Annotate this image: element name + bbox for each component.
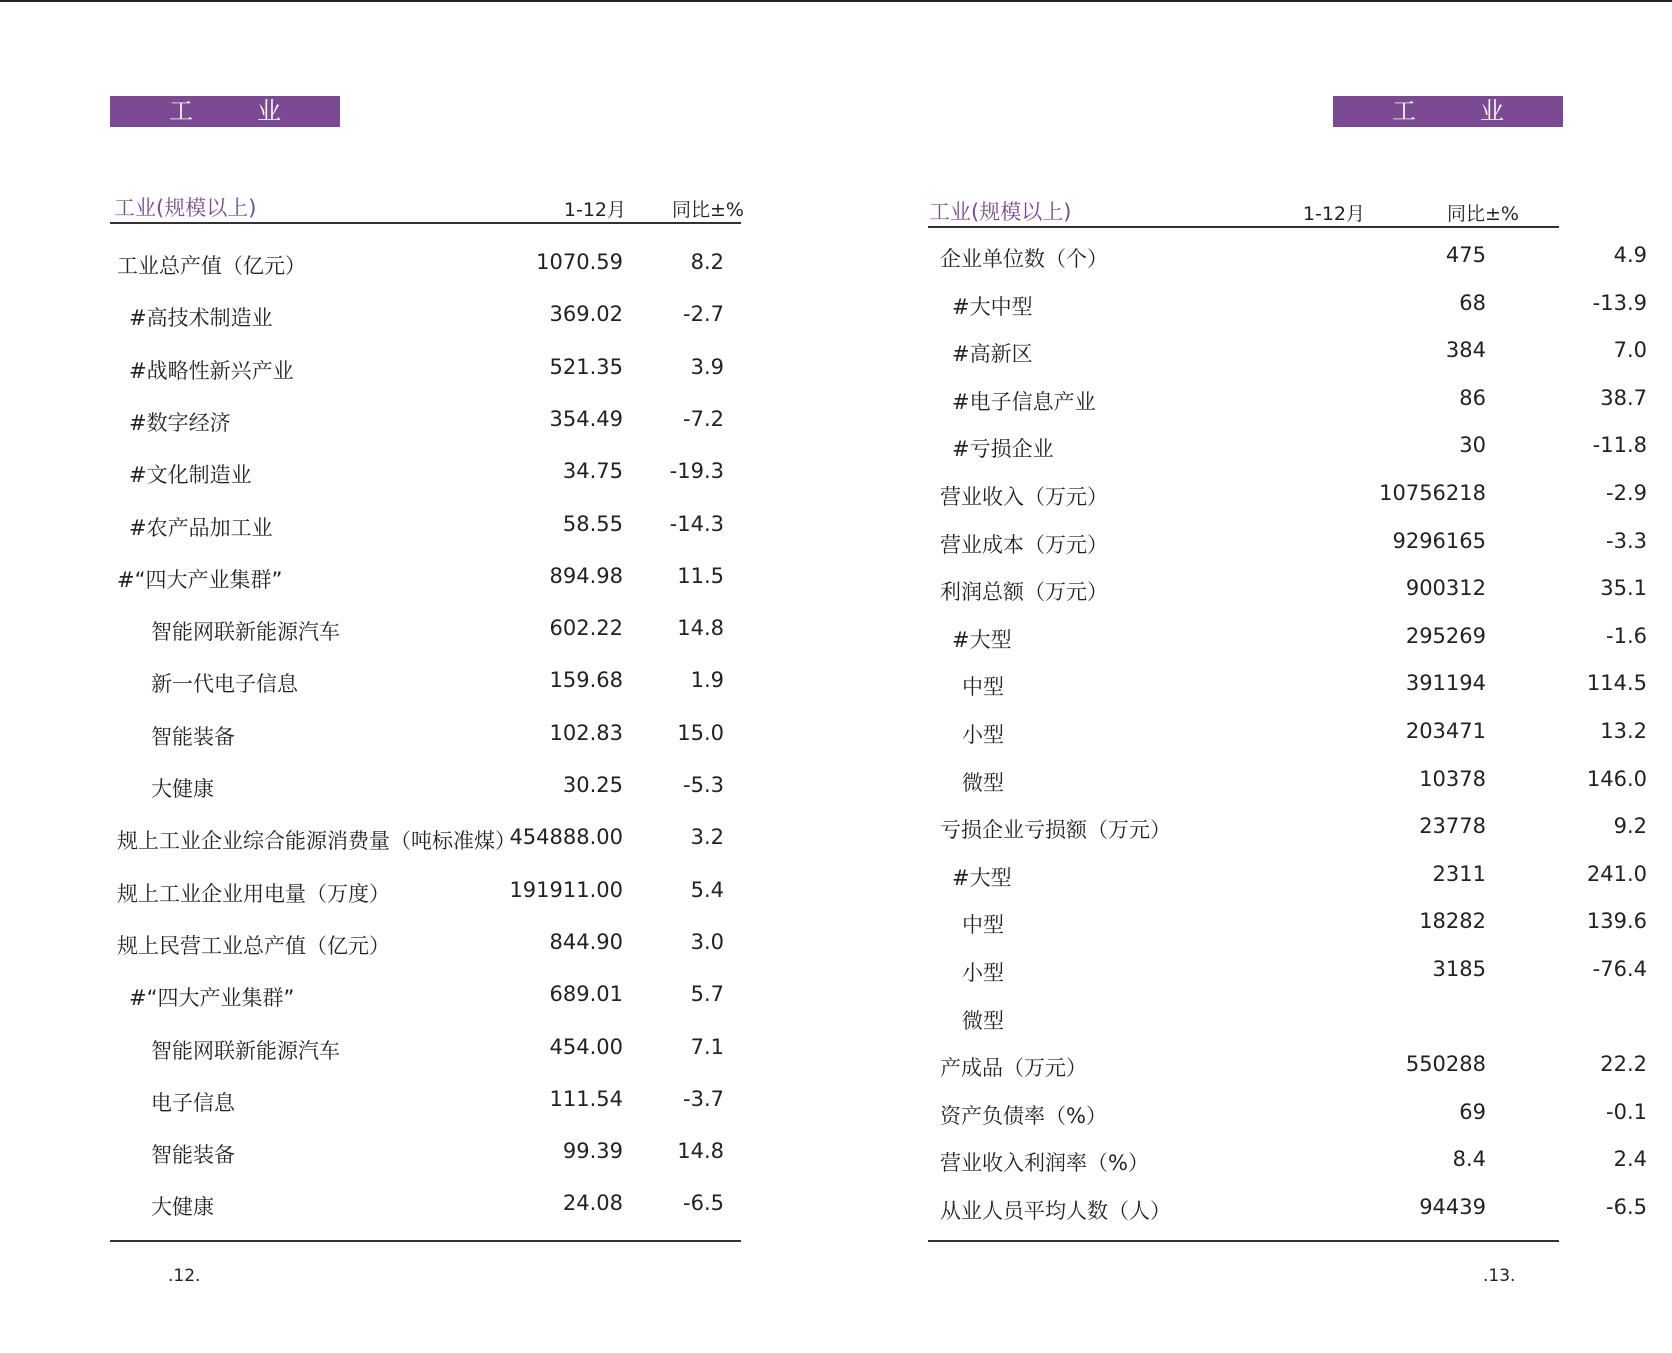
row-change: 7.0 (1613, 338, 1647, 363)
row-change: -2.9 (1606, 481, 1647, 505)
row-value: 68 (1459, 290, 1486, 315)
row-label: #“四大产业集群” (117, 567, 283, 592)
row-label: 微型 (962, 1008, 1004, 1033)
row-value: 30 (1459, 433, 1486, 458)
table-title: 工业(规模以上) (114, 196, 257, 220)
row-label: #电子信息产业 (952, 389, 1096, 414)
row-change: -13.9 (1592, 290, 1647, 315)
row-label: 新一代电子信息 (151, 672, 298, 697)
table-row (836, 1147, 1672, 1177)
row-label: #亏损企业 (952, 437, 1054, 462)
row-label: 规上工业企业综合能源消费量（吨标准煤） (117, 829, 516, 854)
table-row (0, 564, 836, 594)
row-value: 3185 (1432, 957, 1486, 981)
row-change: 15.0 (677, 720, 724, 745)
table-row (0, 878, 836, 908)
row-change: -3.7 (683, 1086, 724, 1111)
table-row (0, 512, 836, 542)
row-label: 智能装备 (151, 724, 235, 749)
table-row (836, 862, 1672, 892)
row-change: -0.1 (1606, 1099, 1647, 1124)
table-row (836, 767, 1672, 797)
table-row (836, 291, 1672, 321)
section-banner: 工 业 (110, 96, 340, 127)
row-value: 18282 (1419, 909, 1486, 934)
row-change: 3.2 (690, 825, 724, 850)
row-value: 69 (1459, 1099, 1486, 1124)
row-label: 智能网联新能源汽车 (151, 620, 340, 645)
column-header-period: 1-12月 (563, 199, 626, 221)
table-row (836, 576, 1672, 606)
row-value: 454888.00 (509, 825, 623, 850)
row-label: 营业收入（万元） (940, 485, 1108, 509)
table-row (0, 982, 836, 1012)
row-value: 900312 (1405, 576, 1486, 601)
table-top-rule (928, 226, 1559, 228)
row-label: 亏损企业亏损额（万元） (940, 818, 1171, 843)
table-row (0, 1191, 836, 1221)
table-row (836, 386, 1672, 416)
row-value: 475 (1445, 243, 1486, 267)
row-label: 企业单位数（个） (940, 247, 1108, 271)
table-row (836, 529, 1672, 559)
table-row (836, 719, 1672, 749)
row-label: #农产品加工业 (129, 515, 273, 540)
table-row (836, 671, 1672, 701)
row-value: 2311 (1432, 861, 1486, 886)
row-change: 139.6 (1586, 909, 1647, 934)
row-change: -1.6 (1606, 623, 1647, 648)
table-row (836, 1005, 1672, 1035)
row-change: -2.7 (683, 302, 724, 327)
row-change: -3.3 (1606, 528, 1647, 553)
table-row (0, 668, 836, 698)
table-row (836, 957, 1672, 987)
table-row (836, 243, 1672, 273)
row-value: 894.98 (549, 563, 623, 588)
row-value: 10756218 (1379, 481, 1486, 505)
row-label: 大健康 (151, 1195, 214, 1220)
row-label: 从业人员平均人数（人） (940, 1199, 1171, 1223)
row-change: 13.2 (1600, 719, 1647, 743)
row-value: 111.54 (549, 1086, 623, 1111)
row-change: 22.2 (1600, 1052, 1647, 1077)
row-label: 利润总额（万元） (940, 580, 1108, 605)
row-value: 384 (1445, 338, 1486, 363)
table-row (836, 909, 1672, 939)
row-label: 规上民营工业总产值（亿元） (117, 933, 390, 958)
row-change: 2.4 (1613, 1147, 1647, 1172)
row-change: 11.5 (677, 563, 724, 588)
row-value: 159.68 (549, 668, 623, 693)
row-label: #大型 (952, 627, 1012, 652)
row-label: 智能装备 (151, 1143, 235, 1168)
column-header-change: 同比±% (1447, 203, 1519, 225)
row-value: 844.90 (549, 929, 623, 954)
row-value: 203471 (1405, 719, 1486, 743)
row-change: 5.4 (690, 877, 724, 902)
table-row (0, 459, 836, 489)
row-change: 7.1 (690, 1034, 724, 1059)
table-row (0, 1035, 836, 1065)
row-value: 354.49 (549, 406, 623, 431)
row-value: 521.35 (549, 354, 623, 379)
row-value: 58.55 (562, 511, 623, 536)
row-label: #高技术制造业 (129, 306, 273, 331)
row-value: 10378 (1419, 766, 1486, 791)
row-label: 电子信息 (151, 1090, 235, 1115)
row-change: 1.9 (690, 668, 724, 693)
row-change: 5.7 (690, 982, 724, 1007)
row-value: 23778 (1419, 814, 1486, 839)
table-row (0, 302, 836, 332)
row-change: 38.7 (1600, 385, 1647, 410)
table-row (836, 624, 1672, 654)
column-header-change: 同比±% (672, 199, 744, 221)
row-label: 中型 (962, 913, 1004, 938)
table-row (0, 1139, 836, 1169)
table-row (0, 721, 836, 751)
row-change: 9.2 (1613, 814, 1647, 839)
row-change: 4.9 (1613, 243, 1647, 267)
row-change: 35.1 (1600, 576, 1647, 601)
row-change: 3.0 (690, 929, 724, 954)
table-row (836, 1195, 1672, 1225)
row-value: 369.02 (549, 302, 623, 327)
row-label: 微型 (962, 770, 1004, 795)
row-value: 550288 (1405, 1052, 1486, 1077)
row-value: 102.83 (549, 720, 623, 745)
table-header (114, 192, 744, 222)
row-value: 689.01 (549, 982, 623, 1007)
row-change: 8.2 (690, 250, 724, 274)
table-row (0, 825, 836, 855)
row-label: #大中型 (952, 294, 1033, 319)
row-label: 资产负债率（%） (940, 1103, 1107, 1128)
table-row (836, 814, 1672, 844)
table-row (0, 407, 836, 437)
row-change: 14.8 (677, 616, 724, 641)
table-row (836, 338, 1672, 368)
row-label: 工业总产值（亿元） (117, 254, 306, 278)
table-bottom-rule (110, 1240, 741, 1242)
table-row (0, 773, 836, 803)
row-change: 146.0 (1586, 766, 1647, 791)
row-value: 454.00 (549, 1034, 623, 1059)
table-top-rule (110, 222, 741, 224)
row-label: 规上工业企业用电量（万度） (117, 881, 390, 906)
table-bottom-rule (928, 1240, 1559, 1242)
table-row (836, 1100, 1672, 1130)
table-row (836, 1052, 1672, 1082)
row-label: 大健康 (151, 777, 214, 801)
table-title: 工业(规模以上) (929, 200, 1072, 224)
row-change: 14.8 (677, 1139, 724, 1164)
table-row (0, 250, 836, 280)
page-number: .12. (168, 1266, 201, 1286)
row-value: 9296165 (1392, 528, 1486, 553)
row-label: #大型 (952, 865, 1012, 890)
row-value: 30.25 (562, 773, 623, 797)
row-change: -6.5 (1606, 1195, 1647, 1219)
row-change: -14.3 (669, 511, 724, 536)
table-row (836, 433, 1672, 463)
row-change: -19.3 (669, 459, 724, 484)
row-value: 295269 (1405, 623, 1486, 648)
row-value: 94439 (1419, 1195, 1486, 1219)
right-page (836, 0, 1672, 1353)
row-label: #战略性新兴产业 (129, 358, 294, 383)
row-value: 391194 (1405, 671, 1486, 696)
row-label: #“四大产业集群” (129, 986, 295, 1011)
row-change: -7.2 (683, 406, 724, 431)
row-change: -11.8 (1592, 433, 1647, 458)
table-row (836, 481, 1672, 511)
row-label: 智能网联新能源汽车 (151, 1038, 340, 1063)
row-value: 24.08 (562, 1191, 623, 1216)
row-label: #数字经济 (129, 410, 231, 435)
row-value: 1070.59 (536, 250, 623, 274)
row-change: -6.5 (683, 1191, 724, 1216)
row-value: 191911.00 (509, 877, 623, 902)
row-value: 602.22 (549, 616, 623, 641)
row-value: 34.75 (562, 459, 623, 484)
row-label: 营业成本（万元） (940, 532, 1108, 557)
row-change: 114.5 (1586, 671, 1647, 696)
row-label: 中型 (962, 675, 1004, 700)
row-value: 99.39 (562, 1139, 623, 1164)
row-change: -5.3 (683, 773, 724, 797)
row-label: #文化制造业 (129, 463, 252, 488)
table-row (0, 616, 836, 646)
section-banner: 工 业 (1333, 96, 1563, 127)
table-row (0, 1087, 836, 1117)
row-change: 3.9 (690, 354, 724, 379)
row-label: 小型 (962, 961, 1004, 985)
column-header-period: 1-12月 (1302, 203, 1365, 225)
row-label: 小型 (962, 723, 1004, 747)
table-header (929, 196, 1559, 226)
row-value: 86 (1459, 385, 1486, 410)
table-row (0, 355, 836, 385)
row-value: 8.4 (1452, 1147, 1486, 1172)
table-row (0, 930, 836, 960)
row-change: -76.4 (1592, 957, 1647, 981)
row-change: 241.0 (1586, 861, 1647, 886)
page-number: .13. (1483, 1266, 1516, 1286)
row-label: 产成品（万元） (940, 1056, 1087, 1081)
row-label: #高新区 (952, 342, 1033, 367)
row-label: 营业收入利润率（%） (940, 1151, 1149, 1176)
